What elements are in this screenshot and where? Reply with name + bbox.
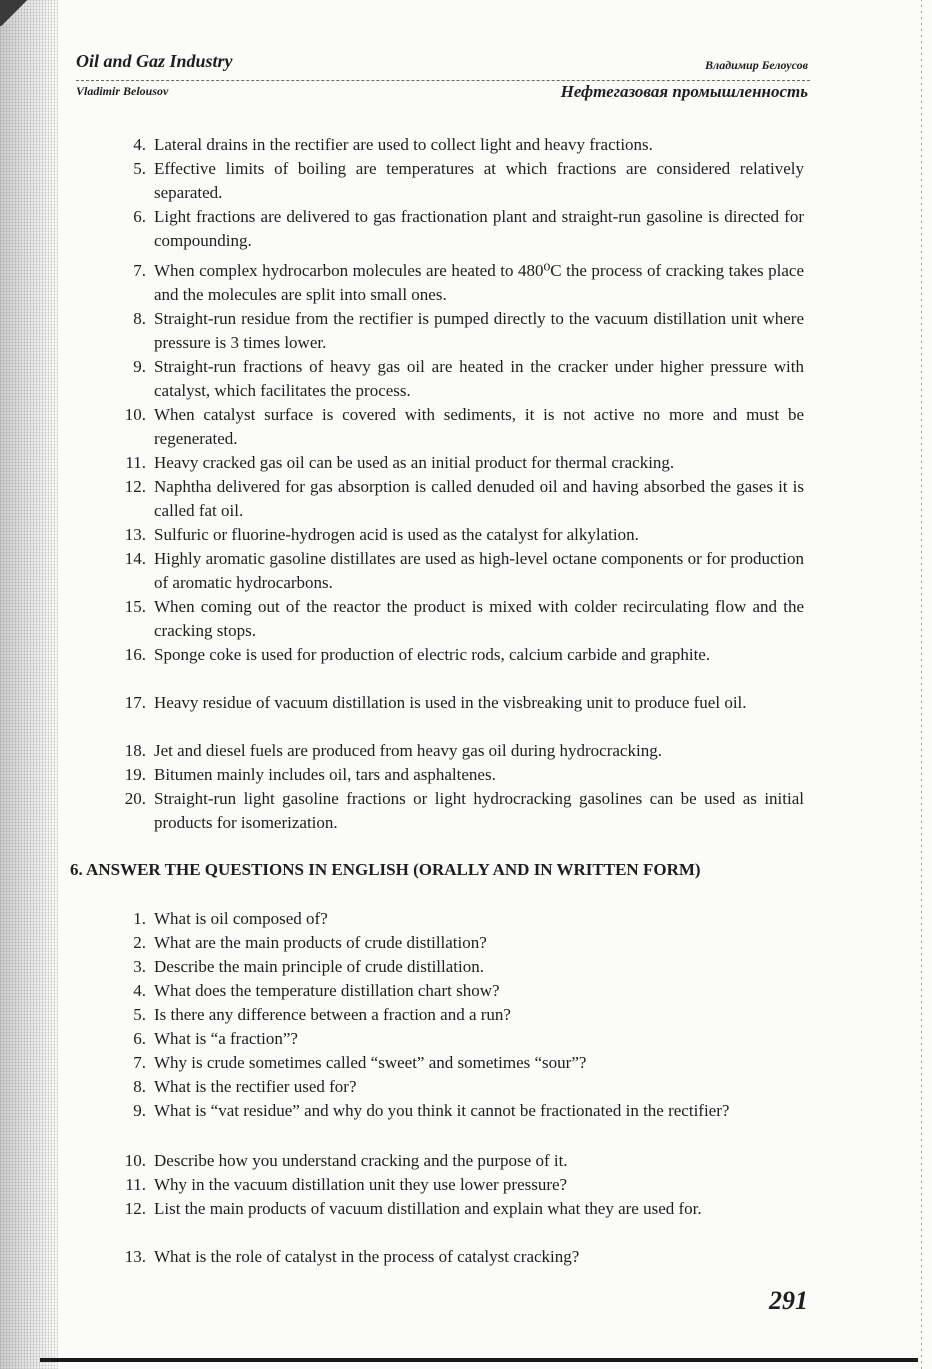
item-number: 15. bbox=[124, 597, 146, 616]
question-number: 4. bbox=[133, 981, 146, 1000]
item-number: 14. bbox=[124, 549, 146, 568]
question-text: Describe how you understand cracking and the purpose of it. bbox=[154, 1151, 568, 1170]
item-text: Straight-run residue from the rectifier is pumped directly to the vacuum distillation unit where pressure is 3 times lower. bbox=[154, 309, 804, 352]
page-right-edge bbox=[921, 0, 922, 1369]
question-number: 2. bbox=[133, 933, 146, 952]
question-number: 9. bbox=[133, 1101, 146, 1120]
header-author-russian: Владимир Белоусов bbox=[705, 58, 808, 72]
header-book-title-russian: Нефтегазовая промышленность bbox=[560, 82, 808, 101]
item-text: Heavy residue of vacuum distillation is used in the visbreaking unit to produce fuel oil. bbox=[154, 693, 747, 712]
item-text: When catalyst surface is covered with sediments, it is not active no more and must be regenerated. bbox=[154, 405, 804, 448]
item-number: 7. bbox=[133, 261, 146, 280]
question-text: List the main products of vacuum distillation and explain what they are used for. bbox=[154, 1199, 702, 1218]
question-number: 10. bbox=[124, 1151, 146, 1170]
item-number: 11. bbox=[125, 453, 146, 472]
item-number: 18. bbox=[124, 741, 146, 760]
item-number: 5. bbox=[133, 159, 146, 178]
question-text: What is “vat residue” and why do you think it cannot be fractionated in the rectifier? bbox=[154, 1101, 730, 1120]
question-number: 6. bbox=[133, 1029, 146, 1048]
question-text: Describe the main principle of crude distillation. bbox=[154, 957, 484, 976]
question-number: 7. bbox=[133, 1053, 146, 1072]
question-number: 3. bbox=[133, 957, 146, 976]
page-number: 291 bbox=[769, 1286, 808, 1315]
item-number: 20. bbox=[124, 789, 146, 808]
item-number: 8. bbox=[133, 309, 146, 328]
question-text: What is the rectifier used for? bbox=[154, 1077, 357, 1096]
question-text: What are the main products of crude distillation? bbox=[154, 933, 487, 952]
question-number: 8. bbox=[133, 1077, 146, 1096]
item-text: Highly aromatic gasoline distillates are used as high-level octane components or for production of aromatic hydrocarbons. bbox=[154, 549, 804, 592]
item-number: 17. bbox=[124, 693, 146, 712]
item-number: 9. bbox=[133, 357, 146, 376]
page-bottom-edge bbox=[40, 1358, 918, 1362]
item-text: Sponge coke is used for production of electric rods, calcium carbide and graphite. bbox=[154, 645, 711, 664]
item-number: 19. bbox=[124, 765, 146, 784]
question-number: 1. bbox=[133, 909, 146, 928]
item-text: Sulfuric or fluorine-hydrogen acid is used as the catalyst for alkylation. bbox=[154, 525, 639, 544]
question-number: 11. bbox=[125, 1175, 146, 1194]
item-number: 16. bbox=[124, 645, 146, 664]
question-text: Is there any difference between a fraction and a run? bbox=[154, 1005, 511, 1024]
item-text: Bitumen mainly includes oil, tars and asphaltenes. bbox=[154, 765, 496, 784]
question-text: What is the role of catalyst in the process of catalyst cracking? bbox=[154, 1247, 580, 1266]
item-number: 4. bbox=[133, 135, 146, 154]
header-author: Vladimir Belousov bbox=[76, 84, 169, 98]
item-text: When complex hydrocarbon molecules are heated to 480⁰C the process of cracking takes place and the molecules are split into small ones. bbox=[154, 261, 804, 304]
item-text: Light fractions are delivered to gas fractionation plant and straight-run gasoline is directed for compounding. bbox=[154, 207, 804, 250]
question-text: Why in the vacuum distillation unit they use lower pressure? bbox=[154, 1175, 568, 1194]
item-text: Naphtha delivered for gas absorption is called denuded oil and having absorbed the gases it is called fat oil. bbox=[154, 477, 804, 520]
question-text: What does the temperature distillation chart show? bbox=[154, 981, 500, 1000]
item-number: 12. bbox=[124, 477, 146, 496]
item-text: When coming out of the reactor the product is mixed with colder recirculating flow and the cracking stops. bbox=[154, 597, 804, 640]
book-binding-shadow bbox=[0, 0, 58, 1369]
header-book-title: Oil and Gaz Industry bbox=[76, 51, 233, 71]
item-number: 10. bbox=[124, 405, 146, 424]
item-text: Jet and diesel fuels are produced from heavy gas oil during hydrocracking. bbox=[154, 741, 662, 760]
item-number: 6. bbox=[133, 207, 146, 226]
item-text: Effective limits of boiling are temperatures at which fractions are considered relatively separated. bbox=[154, 159, 804, 202]
item-text: Straight-run light gasoline fractions or light hydrocracking gasolines can be used as initial products for isomerization. bbox=[154, 789, 804, 832]
question-number: 12. bbox=[124, 1199, 146, 1218]
item-text: Heavy cracked gas oil can be used as an initial product for thermal cracking. bbox=[154, 453, 675, 472]
question-text: Why is crude sometimes called “sweet” and sometimes “sour”? bbox=[154, 1053, 587, 1072]
question-text: What is “a fraction”? bbox=[154, 1029, 298, 1048]
item-number: 13. bbox=[124, 525, 146, 544]
question-number: 13. bbox=[124, 1247, 146, 1266]
item-text: Straight-run fractions of heavy gas oil are heated in the cracker under higher pressure with catalyst, which facilitates the process. bbox=[154, 357, 804, 400]
section-heading: 6. ANSWER THE QUESTIONS IN ENGLISH (ORALLY AND IN WRITTEN FORM) bbox=[70, 860, 701, 879]
question-number: 5. bbox=[133, 1005, 146, 1024]
item-text: Lateral drains in the rectifier are used to collect light and heavy fractions. bbox=[154, 135, 653, 154]
question-text: What is oil composed of? bbox=[154, 909, 328, 928]
page-corner-shadow bbox=[0, 0, 34, 26]
